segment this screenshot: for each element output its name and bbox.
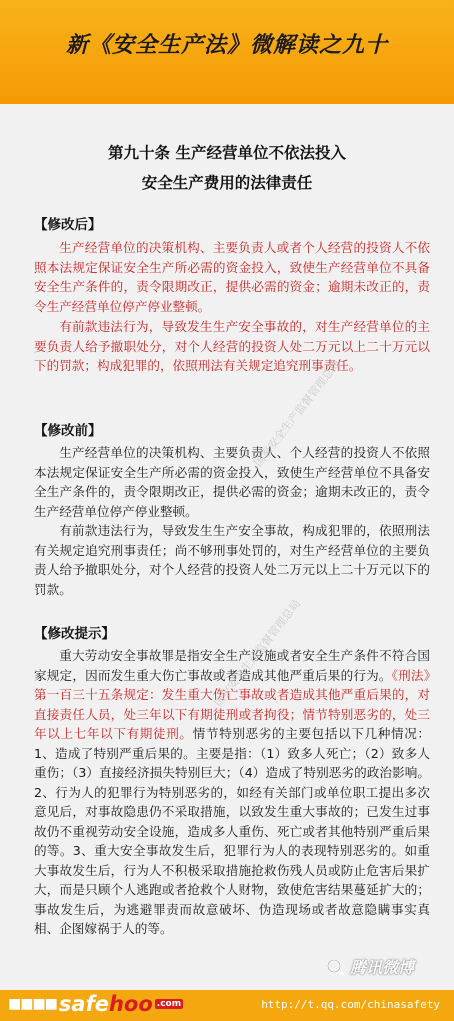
tips-text-start: 重大劳动安全事故罪是指安全生产设施或者安全生产条件不符合国家规定，因而发生重大伤亡事故或者造成其他严重后果的行为。 <box>34 648 430 683</box>
before-paragraph-1: 生产经营单位的决策机构、主要负责人、个人经营的投资人不依照本法规定保证安全生产所必需的资金投入，致使生产经营单位不具备安全生产条件的，责令限期改正，提供必需的资金；逾期未改正的，责令生产经营单位停产停业整顿。 <box>34 445 430 519</box>
tips-text-criminal-law: 《刑法》第一百三十五条规定：发生重大伤亡事故或者造成其他严重后果的，对直接责任人员，处三年以下有期徒刑或者拘役；情节特别恶劣的，处三年以上七年以下有期徒刑。 <box>34 667 431 741</box>
weibo-text: 腾讯微博 <box>350 958 415 977</box>
watermark-1: 国家安全生产监督管理总局 <box>251 357 344 470</box>
banner-title: 新《安全生产法》微解读之九十 <box>65 32 388 58</box>
section-label-after: 【修改后】 <box>34 217 102 233</box>
weibo-icon <box>326 957 346 977</box>
logo-safe: safe <box>58 992 109 1016</box>
article-title-line2: 安全生产费用的法律责任 <box>141 174 313 192</box>
logo-com: .com <box>156 999 182 1009</box>
footer-url[interactable]: http://t.qq.com/chinasafety <box>261 998 440 1011</box>
article-title-line1: 第九十条 生产经营单位不依法投入 <box>108 144 346 162</box>
section-label-tips: 【修改提示】 <box>34 626 115 642</box>
header-banner <box>0 0 454 104</box>
tips-text-end: 情节特别恶劣的主要包括以下几种情况：1、造成了特别严重后果的。主要是指：（1）致多人死亡；（2）致多人重伤；（3）直接经济损失特别巨大；（4）造成了特别恶劣的政治影响。2、行为人的犯罪行为特别恶劣的，如经有关部门或单位职工提出多次意见后，对事故隐患仍不采取措施，以致发生重大事故的；已发生过事故仍不重视劳动安全设施，造成多人重伤、死亡或者其他特别严重后果的等。3、重大安全事故发生后，犯罪行为人的表现特别恶劣的。如重大事故发生后，行为人不积极采取措施抢救伤残人员或防止危害后果扩大，而是只顾个人逃跑或者抢救个人财物，致使危害结果蔓延扩大的；事故发生后，为逃避罪责而故意破坏、伪造现场或者故意隐瞒事实真相、企图嫁祸于人的等。 <box>34 726 431 936</box>
after-paragraph-2: 有前款违法行为，导致发生生产安全事故的，对生产经营单位的主要负责人给予撤职处分，对个人经营的投资人处二万元以上二十万元以下的罚款；构成犯罪的，依照刑法有关规定追究刑事责任。 <box>34 319 430 373</box>
safehoo-logo[interactable] <box>8 993 183 1015</box>
logo-dots-icon: ■■■■ <box>8 996 57 1012</box>
logo-hoo: hoo <box>108 992 153 1016</box>
section-label-before: 【修改前】 <box>34 423 102 439</box>
watermark-2: 国家安全生产监督管理总局 <box>211 597 304 710</box>
footer-bar <box>0 990 454 1021</box>
after-paragraph-1: 生产经营单位的决策机构、主要负责人或者个人经营的投资人不依照本法规定保证安全生产所必需的资金投入，致使生产经营单位不具备安全生产条件的，责令限期改正，提供必需的资金；逾期未改正的，责令生产经营单位停产停业整顿。 <box>34 240 430 314</box>
weibo-watermark <box>326 955 414 978</box>
before-paragraph-2: 有前款违法行为，导致发生生产安全事故，构成犯罪的，依照刑法有关规定追究刑事责任；尚不够刑事处罚的，对生产经营单位的主要负责人给予撤职处分，对个人经营的投资人处二万元以上二十万元以下的罚款。 <box>34 523 430 597</box>
